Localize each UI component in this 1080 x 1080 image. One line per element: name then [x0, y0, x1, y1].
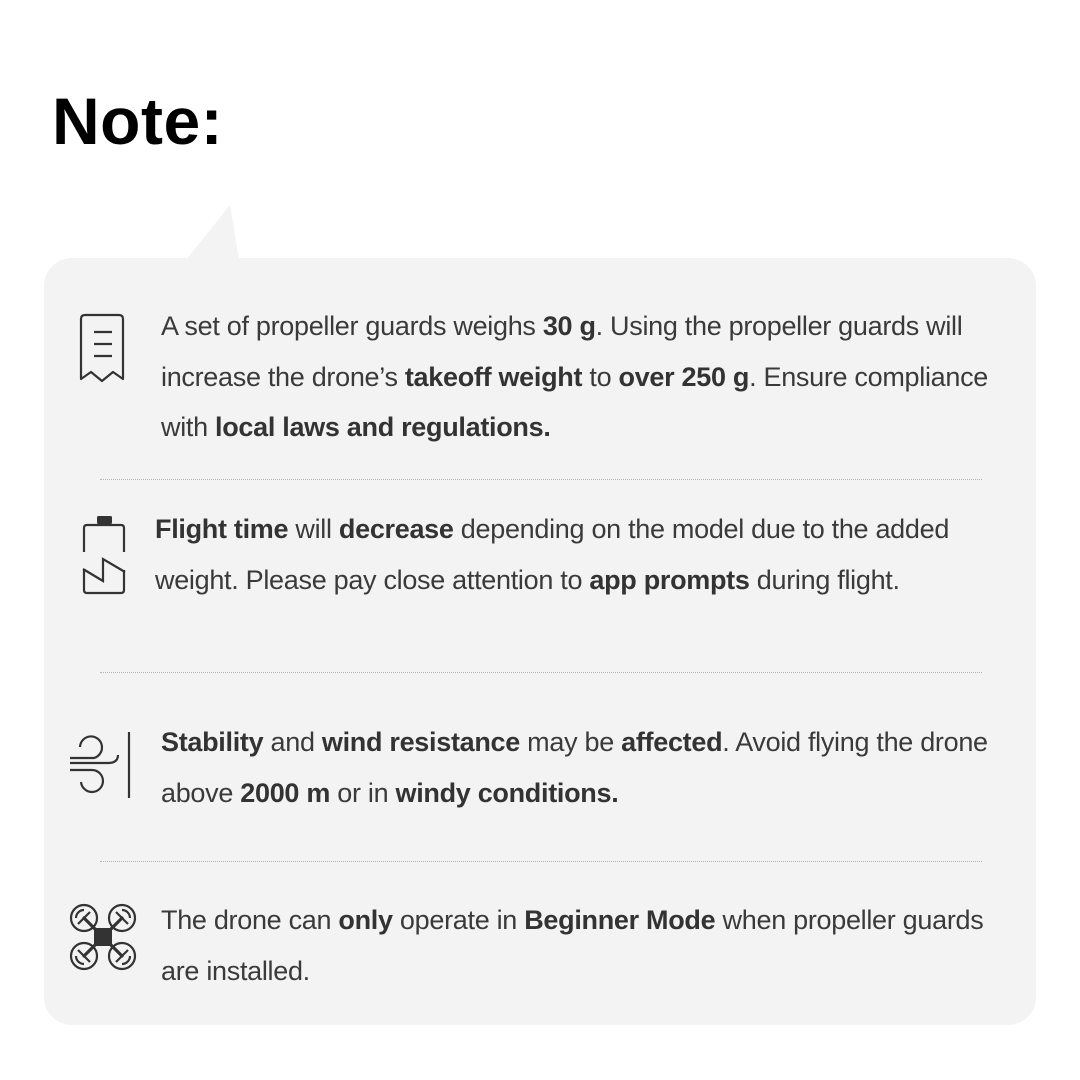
emphasis-text: Flight time — [155, 514, 289, 544]
emphasis-text: local laws and regulations. — [215, 412, 551, 442]
wind-icon — [68, 730, 134, 800]
body-text: when propeller guards are installed. — [161, 905, 984, 986]
divider — [100, 861, 982, 862]
note-text — [161, 717, 1011, 818]
body-text: The drone can — [161, 905, 339, 935]
emphasis-text: Beginner Mode — [524, 905, 716, 935]
emphasis-text: Stability — [161, 727, 264, 757]
drone-icon — [69, 903, 137, 971]
emphasis-text: wind resistance — [321, 727, 520, 757]
emphasis-text: windy conditions. — [395, 777, 619, 808]
body-text: during flight. — [749, 564, 900, 595]
body-text: A set of propeller guards weighs — [161, 311, 543, 341]
body-text: to — [582, 361, 619, 392]
divider — [100, 672, 982, 673]
emphasis-text: only — [338, 905, 393, 935]
note-text — [161, 301, 1011, 453]
body-text: depending on the model due to the added weight. Please pay close attention to — [155, 514, 950, 595]
body-text: . Ensure compliance with — [161, 361, 988, 442]
receipt-icon — [78, 313, 128, 385]
emphasis-text: affected — [621, 727, 723, 757]
emphasis-text: takeoff weight — [404, 361, 583, 392]
emphasis-text: app prompts — [589, 564, 750, 595]
body-text: . Avoid flying the drone above — [161, 727, 988, 808]
note-text — [161, 895, 1011, 996]
body-text: or in — [330, 777, 396, 808]
battery-icon — [82, 514, 126, 596]
emphasis-text: 2000 m — [240, 777, 331, 808]
emphasis-text: decrease — [338, 514, 454, 544]
body-text: will — [288, 514, 339, 544]
body-text: may be — [519, 727, 622, 757]
note-text — [155, 504, 1005, 605]
emphasis-text: over 250 g — [618, 361, 750, 392]
body-text: . Using the propeller guards will increase the drone’s — [161, 311, 963, 392]
note-card — [44, 258, 1036, 1025]
emphasis-text: 30 g — [542, 311, 596, 341]
body-text: and — [263, 727, 322, 757]
body-text: operate in — [392, 905, 525, 935]
page-title: Note: — [52, 84, 224, 158]
divider — [100, 479, 982, 480]
